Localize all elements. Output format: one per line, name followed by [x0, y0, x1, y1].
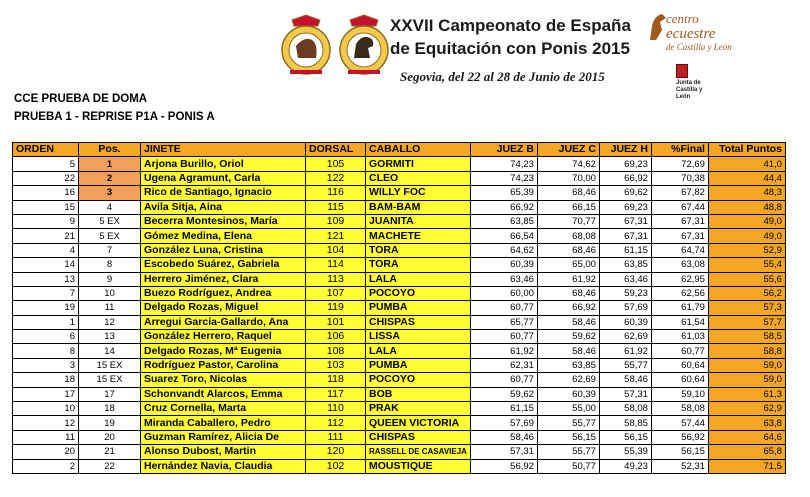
cell-juez-b: 65,39: [470, 186, 537, 200]
cell-juez-b: 65,77: [470, 315, 537, 329]
cell-jinete: Delgado Rozas, Mª Eugenia: [141, 344, 306, 358]
cell-orden: 13: [13, 272, 79, 286]
cell-total: 44,4: [708, 171, 785, 185]
cell-juez-b: 74,23: [470, 171, 537, 185]
cell-jinete: Suarez Toro, Nicolas: [141, 373, 306, 387]
cell-dorsal: 111: [306, 430, 366, 444]
cell-total: 59,0: [708, 358, 785, 372]
cell-total: 57,3: [708, 301, 785, 315]
cell-total: 61,3: [708, 387, 785, 401]
col-juez-c: JUEZ C: [537, 143, 599, 157]
cell-juez-c: 58,46: [537, 344, 599, 358]
results-table: [12, 142, 786, 474]
table-row: [13, 171, 786, 185]
cell-juez-h: 58,85: [599, 416, 651, 430]
table-row: [13, 258, 786, 272]
cell-total: 63,8: [708, 416, 785, 430]
cell-juez-h: 55,39: [599, 445, 651, 459]
federacion-hipica-castilla-leon-logo: [278, 14, 334, 76]
cell-final: 72,69: [651, 157, 708, 171]
cell-juez-b: 66,92: [470, 200, 537, 214]
cell-orden: 11: [13, 430, 79, 444]
cell-juez-c: 68,46: [537, 286, 599, 300]
cell-pos: 11: [79, 301, 141, 315]
cell-dorsal: 113: [306, 272, 366, 286]
cell-orden: 10: [13, 402, 79, 416]
cell-dorsal: 115: [306, 200, 366, 214]
table-row: [13, 373, 786, 387]
cell-jinete: Buezo Rodríguez, Andrea: [141, 286, 306, 300]
cell-dorsal: 105: [306, 157, 366, 171]
cell-pos: 18: [79, 402, 141, 416]
cell-final: 56,92: [651, 430, 708, 444]
cell-final: 62,95: [651, 272, 708, 286]
cell-final: 59,10: [651, 387, 708, 401]
cell-jinete: Miranda Caballero, Pedro: [141, 416, 306, 430]
cell-final: 70,38: [651, 171, 708, 185]
cell-juez-h: 63,85: [599, 258, 651, 272]
cell-caballo: TORA: [366, 243, 471, 257]
cell-total: 65,8: [708, 445, 785, 459]
cell-total: 55,4: [708, 258, 785, 272]
cell-juez-c: 68,46: [537, 186, 599, 200]
cell-dorsal: 106: [306, 330, 366, 344]
cell-caballo: POCOYO: [366, 286, 471, 300]
table-row: [13, 344, 786, 358]
cell-final: 58,08: [651, 402, 708, 416]
competition-name: CCE PRUEBA DE DOMA: [14, 93, 148, 105]
cell-juez-b: 74,23: [470, 157, 537, 171]
col-dorsal: DORSAL: [306, 143, 366, 157]
table-row: [13, 430, 786, 444]
cell-juez-c: 68,46: [537, 243, 599, 257]
cell-final: 61,79: [651, 301, 708, 315]
col-caballo: CABALLO: [366, 143, 471, 157]
cell-jinete: Delgado Rozas, Miguel: [141, 301, 306, 315]
cell-orden: 22: [13, 171, 79, 185]
cell-orden: 12: [13, 416, 79, 430]
cell-juez-h: 58,08: [599, 402, 651, 416]
cell-orden: 14: [13, 258, 79, 272]
cell-pos: 3: [79, 186, 141, 200]
cell-total: 58,8: [708, 344, 785, 358]
table-row: [13, 387, 786, 401]
cell-pos: 4: [79, 200, 141, 214]
cell-juez-b: 66,54: [470, 229, 537, 243]
cell-juez-c: 70,77: [537, 214, 599, 228]
cell-juez-b: 60,77: [470, 373, 537, 387]
cell-total: 55,6: [708, 272, 785, 286]
cell-juez-b: 57,31: [470, 445, 537, 459]
cell-juez-c: 74,62: [537, 157, 599, 171]
table-row: [13, 229, 786, 243]
cell-dorsal: 112: [306, 416, 366, 430]
cell-final: 64,74: [651, 243, 708, 257]
cell-juez-c: 61,92: [537, 272, 599, 286]
table-row: [13, 330, 786, 344]
cell-total: 52,9: [708, 243, 785, 257]
cell-dorsal: 107: [306, 286, 366, 300]
table-row: [13, 315, 786, 329]
cell-juez-c: 59,62: [537, 330, 599, 344]
cell-juez-h: 61,15: [599, 243, 651, 257]
cell-orden: 21: [13, 229, 79, 243]
cell-dorsal: 114: [306, 258, 366, 272]
cell-juez-c: 55,77: [537, 416, 599, 430]
cell-juez-b: 59,62: [470, 387, 537, 401]
cell-juez-c: 66,15: [537, 200, 599, 214]
cell-dorsal: 117: [306, 387, 366, 401]
cell-juez-h: 69,62: [599, 186, 651, 200]
cell-caballo: RASSELL DE CASAVIEJA: [366, 445, 471, 459]
cell-total: 41,0: [708, 157, 785, 171]
cell-jinete: Escobedo Suárez, Gabriela: [141, 258, 306, 272]
cell-juez-c: 62,69: [537, 373, 599, 387]
cell-pos: 2: [79, 171, 141, 185]
cell-juez-h: 66,92: [599, 171, 651, 185]
cell-caballo: LALA: [366, 272, 471, 286]
event-dates: Segovia, del 22 al 28 de Junio de 2015: [400, 69, 605, 84]
cell-juez-c: 70,00: [537, 171, 599, 185]
cell-orden: 20: [13, 445, 79, 459]
cell-juez-h: 67,31: [599, 229, 651, 243]
cell-orden: 2: [13, 459, 79, 473]
cell-final: 61,54: [651, 315, 708, 329]
cell-final: 56,15: [651, 445, 708, 459]
col-pos: Pos.: [79, 143, 141, 157]
cell-pos: 19: [79, 416, 141, 430]
cell-juez-b: 61,92: [470, 344, 537, 358]
cell-juez-b: 58,46: [470, 430, 537, 444]
cell-jinete: Ugena Agramunt, Carla: [141, 171, 306, 185]
cell-juez-h: 69,23: [599, 157, 651, 171]
cell-total: 58,5: [708, 330, 785, 344]
cell-dorsal: 103: [306, 358, 366, 372]
cell-caballo: MACHETE: [366, 229, 471, 243]
shield-icon: [676, 64, 688, 78]
cell-total: 48,3: [708, 186, 785, 200]
cell-pos: 15 EX: [79, 373, 141, 387]
cell-jinete: Gómez Medina, Elena: [141, 229, 306, 243]
cell-dorsal: 101: [306, 315, 366, 329]
cell-total: 62,9: [708, 402, 785, 416]
cell-jinete: Cruz Cornella, Marta: [141, 402, 306, 416]
table-row: [13, 243, 786, 257]
cce-line2: ecuestre: [666, 26, 716, 42]
cell-orden: 7: [13, 286, 79, 300]
cell-jinete: Arjona Burillo, Oriol: [141, 157, 306, 171]
test-name: PRUEBA 1 - REPRISE P1A - PONIS A: [14, 111, 215, 123]
cell-juez-b: 63,85: [470, 214, 537, 228]
junta-line2: Castilla y León: [676, 87, 703, 100]
cell-juez-c: 65,00: [537, 258, 599, 272]
cell-total: 57,7: [708, 315, 785, 329]
cell-juez-c: 56,15: [537, 430, 599, 444]
table-row: [13, 459, 786, 473]
cell-dorsal: 119: [306, 301, 366, 315]
cell-caballo: QUEEN VICTORIA: [366, 416, 471, 430]
cell-juez-c: 50,77: [537, 459, 599, 473]
cell-pos: 22: [79, 459, 141, 473]
cell-total: 56,2: [708, 286, 785, 300]
event-title-line1: XXVII Campeonato de España: [390, 16, 631, 35]
cell-juez-b: 64,62: [470, 243, 537, 257]
cell-caballo: CLEO: [366, 171, 471, 185]
cell-jinete: Avila Sitja, Aina: [141, 200, 306, 214]
cell-juez-c: 55,00: [537, 402, 599, 416]
cell-orden: 6: [13, 330, 79, 344]
cell-juez-h: 49,23: [599, 459, 651, 473]
cell-jinete: González Luna, Cristina: [141, 243, 306, 257]
cell-juez-c: 60,39: [537, 387, 599, 401]
table-header-row: [13, 143, 786, 157]
cell-jinete: Alonso Dubost, Martin: [141, 445, 306, 459]
col-orden: ORDEN: [13, 143, 79, 157]
cell-juez-h: 57,69: [599, 301, 651, 315]
cell-orden: 1: [13, 315, 79, 329]
cell-final: 62,56: [651, 286, 708, 300]
cell-caballo: PRAK: [366, 402, 471, 416]
cell-final: 60,64: [651, 358, 708, 372]
cell-dorsal: 116: [306, 186, 366, 200]
cell-orden: 9: [13, 214, 79, 228]
event-title-line2: de Equitación con Ponis 2015: [390, 39, 630, 58]
col-juez-h: JUEZ H: [599, 143, 651, 157]
cell-orden: 18: [13, 373, 79, 387]
cell-orden: 8: [13, 344, 79, 358]
table-row: [13, 402, 786, 416]
cell-pos: 17: [79, 387, 141, 401]
cell-final: 52,31: [651, 459, 708, 473]
cell-juez-h: 61,92: [599, 344, 651, 358]
cell-dorsal: 110: [306, 402, 366, 416]
col-total: Total Puntos: [708, 143, 785, 157]
cell-juez-b: 62,31: [470, 358, 537, 372]
cell-total: 71,5: [708, 459, 785, 473]
cell-juez-h: 60,39: [599, 315, 651, 329]
cell-caballo: CHISPAS: [366, 315, 471, 329]
cell-caballo: LALA: [366, 344, 471, 358]
cell-dorsal: 122: [306, 171, 366, 185]
cell-juez-c: 55,77: [537, 445, 599, 459]
cell-pos: 12: [79, 315, 141, 329]
cell-juez-b: 60,77: [470, 301, 537, 315]
cell-caballo: LISSA: [366, 330, 471, 344]
cell-pos: 15 EX: [79, 358, 141, 372]
cell-caballo: BAM-BAM: [366, 200, 471, 214]
federacion-hipica-espanola-logo: [336, 14, 392, 76]
cell-jinete: Rico de Santiago, Ignacio: [141, 186, 306, 200]
table-row: [13, 200, 786, 214]
cell-jinete: González Herrero, Raquel: [141, 330, 306, 344]
table-row: [13, 286, 786, 300]
cell-final: 67,44: [651, 200, 708, 214]
cell-pos: 8: [79, 258, 141, 272]
cell-pos: 5 EX: [79, 229, 141, 243]
cell-pos: 20: [79, 430, 141, 444]
cell-orden: 4: [13, 243, 79, 257]
cell-total: 59,0: [708, 373, 785, 387]
cell-juez-h: 67,31: [599, 214, 651, 228]
cell-dorsal: 104: [306, 243, 366, 257]
cell-orden: 19: [13, 301, 79, 315]
cell-total: 49,0: [708, 214, 785, 228]
table-row: [13, 445, 786, 459]
cell-juez-b: 60,39: [470, 258, 537, 272]
cell-pos: 21: [79, 445, 141, 459]
table-row: [13, 301, 786, 315]
cell-juez-b: 63,46: [470, 272, 537, 286]
cell-pos: 14: [79, 344, 141, 358]
junta-castilla-leon-logo: [676, 64, 716, 101]
cell-jinete: Schonvandt Alarcos, Emma: [141, 387, 306, 401]
cell-jinete: Hernández Navia, Claudia: [141, 459, 306, 473]
cell-caballo: WILLY FOC: [366, 186, 471, 200]
horse-head-icon: [646, 12, 668, 42]
cell-jinete: Herrero Jiménez, Clara: [141, 272, 306, 286]
cell-final: 57,44: [651, 416, 708, 430]
cell-pos: 7: [79, 243, 141, 257]
col-final: %Final: [651, 143, 708, 157]
cell-total: 49,0: [708, 229, 785, 243]
cell-juez-h: 62,69: [599, 330, 651, 344]
cell-jinete: Guzman Ramírez, Alicia De: [141, 430, 306, 444]
cell-caballo: BOB: [366, 387, 471, 401]
cell-pos: 10: [79, 286, 141, 300]
cell-final: 67,82: [651, 186, 708, 200]
col-jinete: JINETE: [141, 143, 306, 157]
cell-pos: 9: [79, 272, 141, 286]
cell-dorsal: 108: [306, 344, 366, 358]
cell-orden: 17: [13, 387, 79, 401]
table-row: [13, 358, 786, 372]
cell-orden: 15: [13, 200, 79, 214]
cell-pos: 1: [79, 157, 141, 171]
cell-final: 61,03: [651, 330, 708, 344]
cell-dorsal: 120: [306, 445, 366, 459]
cell-final: 60,77: [651, 344, 708, 358]
cell-jinete: Arregui García-Gallardo, Ana: [141, 315, 306, 329]
table-row: [13, 416, 786, 430]
junta-line1: Junta de: [676, 80, 701, 86]
cell-juez-b: 61,15: [470, 402, 537, 416]
cell-caballo: MOUSTIQUE: [366, 459, 471, 473]
col-juez-b: JUEZ B: [470, 143, 537, 157]
cell-juez-h: 56,15: [599, 430, 651, 444]
cce-line3: de Castilla y León: [666, 42, 732, 52]
cell-total: 64,6: [708, 430, 785, 444]
cce-line1: centro: [666, 11, 699, 26]
cell-orden: 16: [13, 186, 79, 200]
cell-caballo: PUMBA: [366, 358, 471, 372]
cell-jinete: Rodríguez Pastor, Carolina: [141, 358, 306, 372]
cell-dorsal: 118: [306, 373, 366, 387]
cell-juez-c: 68,08: [537, 229, 599, 243]
cell-juez-c: 58,46: [537, 315, 599, 329]
cell-caballo: GORMITI: [366, 157, 471, 171]
cell-juez-h: 58,46: [599, 373, 651, 387]
cell-juez-h: 63,46: [599, 272, 651, 286]
cell-pos: 5 EX: [79, 214, 141, 228]
cell-juez-b: 60,00: [470, 286, 537, 300]
cell-caballo: PUMBA: [366, 301, 471, 315]
cell-juez-c: 66,92: [537, 301, 599, 315]
cell-dorsal: 102: [306, 459, 366, 473]
cell-jinete: Becerra Montesinos, María: [141, 214, 306, 228]
cell-juez-b: 57,69: [470, 416, 537, 430]
cell-juez-b: 60,77: [470, 330, 537, 344]
cell-caballo: JUANITA: [366, 214, 471, 228]
cell-final: 67,31: [651, 214, 708, 228]
cell-final: 63,08: [651, 258, 708, 272]
cell-total: 48,8: [708, 200, 785, 214]
cell-juez-h: 57,31: [599, 387, 651, 401]
cell-caballo: POCOYO: [366, 373, 471, 387]
cell-final: 60,64: [651, 373, 708, 387]
cell-juez-c: 63,85: [537, 358, 599, 372]
cell-juez-h: 59,23: [599, 286, 651, 300]
cell-final: 67,31: [651, 229, 708, 243]
cell-caballo: TORA: [366, 258, 471, 272]
cell-juez-h: 69,23: [599, 200, 651, 214]
table-row: [13, 186, 786, 200]
cell-pos: 13: [79, 330, 141, 344]
cell-orden: 5: [13, 157, 79, 171]
cell-dorsal: 121: [306, 229, 366, 243]
table-row: [13, 272, 786, 286]
table-row: [13, 157, 786, 171]
cell-dorsal: 109: [306, 214, 366, 228]
cell-juez-b: 56,92: [470, 459, 537, 473]
table-row: [13, 214, 786, 228]
cell-caballo: CHISPAS: [366, 430, 471, 444]
cell-juez-h: 55,77: [599, 358, 651, 372]
cell-orden: 3: [13, 358, 79, 372]
